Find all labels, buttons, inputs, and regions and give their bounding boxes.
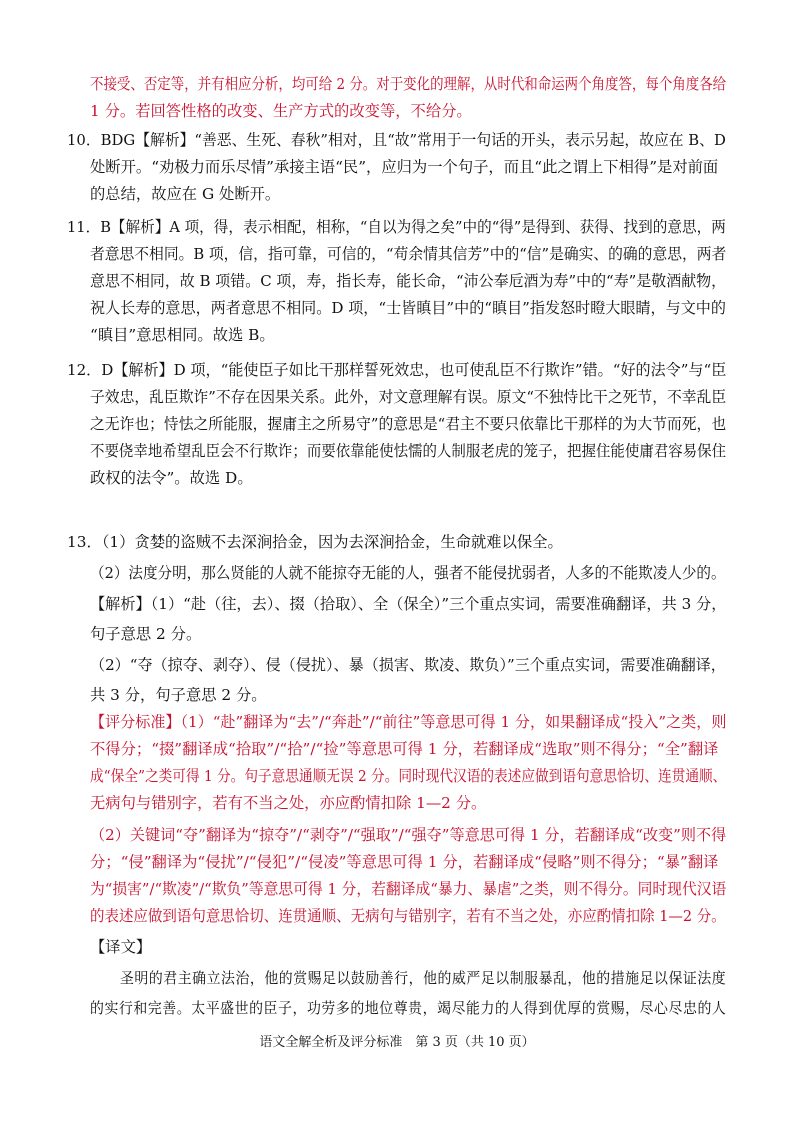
q11-line: 意思不相同，故 B 项错。C 项，寿，指长寿，能长命，“沛公奉卮酒为寿”中的“寿”是敬酒献物， xyxy=(90,272,727,290)
translation-heading: 【译文】 xyxy=(90,938,152,956)
scoring-standard-line: 成“保全”之类可得 1 分。句子意思通顺无误 2 分。同时现代汉语的表述应做到语句意思恰切、连贯通顺、 xyxy=(90,767,727,785)
scoring-standard-line: 无病句与错别字，若有不当之处，亦应酌情扣除 1—2 分。 xyxy=(90,794,487,812)
q10-line: 处断开。“劝极力而乐尽情”承接主语“民”，应归为一个句子，而且“此之谓上下相得”是对前面 xyxy=(90,158,719,176)
q11-line: 者意思不相同。B 项，信，指可靠，可信的，“苟余情其信芳”中的“信”是确实、的确的意思，两者 xyxy=(90,245,727,263)
q12-line: 政权的法令”。故选 D。 xyxy=(90,469,253,487)
scoring-standard-line: 【评分标准】（1）“赴”翻译为“去”/“奔赴”/“前往”等意思可得 1 分，如果翻译成“投入”之类，则 xyxy=(90,713,727,731)
q10-line: 的总结，故应在 G 处断开。 xyxy=(90,185,281,203)
q13-answer-1: 13．（1）贪婪的盗贼不去深涧拾金，因为去深涧拾金，生命就难以保全。 xyxy=(67,533,563,551)
scoring-standard-line: 分；“侵”翻译为“侵扰”/“侵犯”/“侵凌”等意思可得 1 分，若翻译成“侵略”则不得分；“暴”翻译 xyxy=(90,853,719,871)
q11-line: 11．B【解析】A 项，得，表示相配，相称，“自以为得之矣”中的“得”是得到、获得、找到的意思，两 xyxy=(67,218,726,236)
page-footer: 语文全解全析及评分标准 第 3 页（共 10 页） xyxy=(259,1035,535,1050)
q12-line: 不要侥幸地希望乱臣会不行欺诈；而要依靠能使怯懦的人制服老虎的笼子，把握住能使庸君容易保住 xyxy=(90,442,727,460)
scoring-standard-line: 的表述应做到语句意思恰切、连贯通顺、无病句与错别字，若有不当之处，亦应酌情扣除 1—2 分。 xyxy=(90,907,726,925)
q13-analysis-line: 共 3 分，句子意思 2 分。 xyxy=(90,686,267,704)
scoring-standard-line: （2）关键词“夺”翻译为“掠夺”/“剥夺”/“强取”/“强夺”等意思可得 1 分，若翻译成“改变”则不得 xyxy=(90,826,727,844)
scoring-standard-line: 不得分；“掇”翻译成“拾取”/“拾”/“捡”等意思可得 1 分，若翻译成“选取”则不得分；“全”翻译 xyxy=(90,740,719,758)
q12-line: 12．D【解析】D 项，“能使臣子如比干那样誓死效忠，也可使乱臣不行欺诈”错。“好的法令”与“臣 xyxy=(67,361,727,379)
q12-line: 之无诈也；恃怯之所能服，握庸主之所易守”的意思是“君主不要只依靠比干那样的为大节而死，也 xyxy=(90,415,727,433)
q11-line: “瞋目”意思相同。故选 B。 xyxy=(90,326,275,344)
translation-line: 圣明的君主确立法治，他的赏赐足以鼓励善行，他的威严足以制服暴乱，他的措施足以保证法度 xyxy=(120,969,727,987)
scoring-standard-line: 为“损害”/“欺凌”/“欺负”等意思可得 1 分，若翻译成“暴力、暴虐”之类，则不得分。同时现代汉语 xyxy=(90,880,727,898)
red-text-line: 1 分。若回答性格的改变、生产方式的改变等，不给分。 xyxy=(90,102,472,120)
q12-line: 子效忠，乱臣欺诈”不存在因果关系。此外，对文意理解有误。原文“不独恃比干之死节，不幸乱臣 xyxy=(90,388,727,406)
translation-line: 的实行和完善。太平盛世的臣子，功劳多的地位尊贵，竭尽能力的人得到优厚的赏赐，尽心尽忠的人 xyxy=(90,999,727,1017)
q11-line: 祝人长寿的意思，两者意思不相同。D 项，“士皆瞋目”中的“瞋目”指发怒时瞪大眼睛，与文中的 xyxy=(90,299,726,317)
red-text-line: 不接受、否定等，并有相应分析，均可给 2 分。对于变化的理解，从时代和命运两个角度答，每个角度各给 xyxy=(90,75,727,93)
q13-answer-2: （2）法度分明，那么贤能的人就不能掠夺无能的人，强者不能侵扰弱者，人多的不能欺凌人少的。 xyxy=(90,564,726,582)
q13-analysis-line: 【解析】（1）“赴（往，去）、掇（拾取）、全（保全）”三个重点实词，需要准确翻译，共 3 分， xyxy=(90,595,727,613)
q13-analysis-line: 句子意思 2 分。 xyxy=(90,625,202,643)
q13-analysis-line: （2）“夺（掠夺、剥夺）、侵（侵扰）、暴（损害、欺凌、欺负）”三个重点实词，需要准确翻译， xyxy=(90,656,726,674)
q10-line: 10．BDG【解析】“善恶、生死、春秋”相对，且“故”常用于一句话的开头，表示另起，故应在 B、D xyxy=(67,131,726,149)
